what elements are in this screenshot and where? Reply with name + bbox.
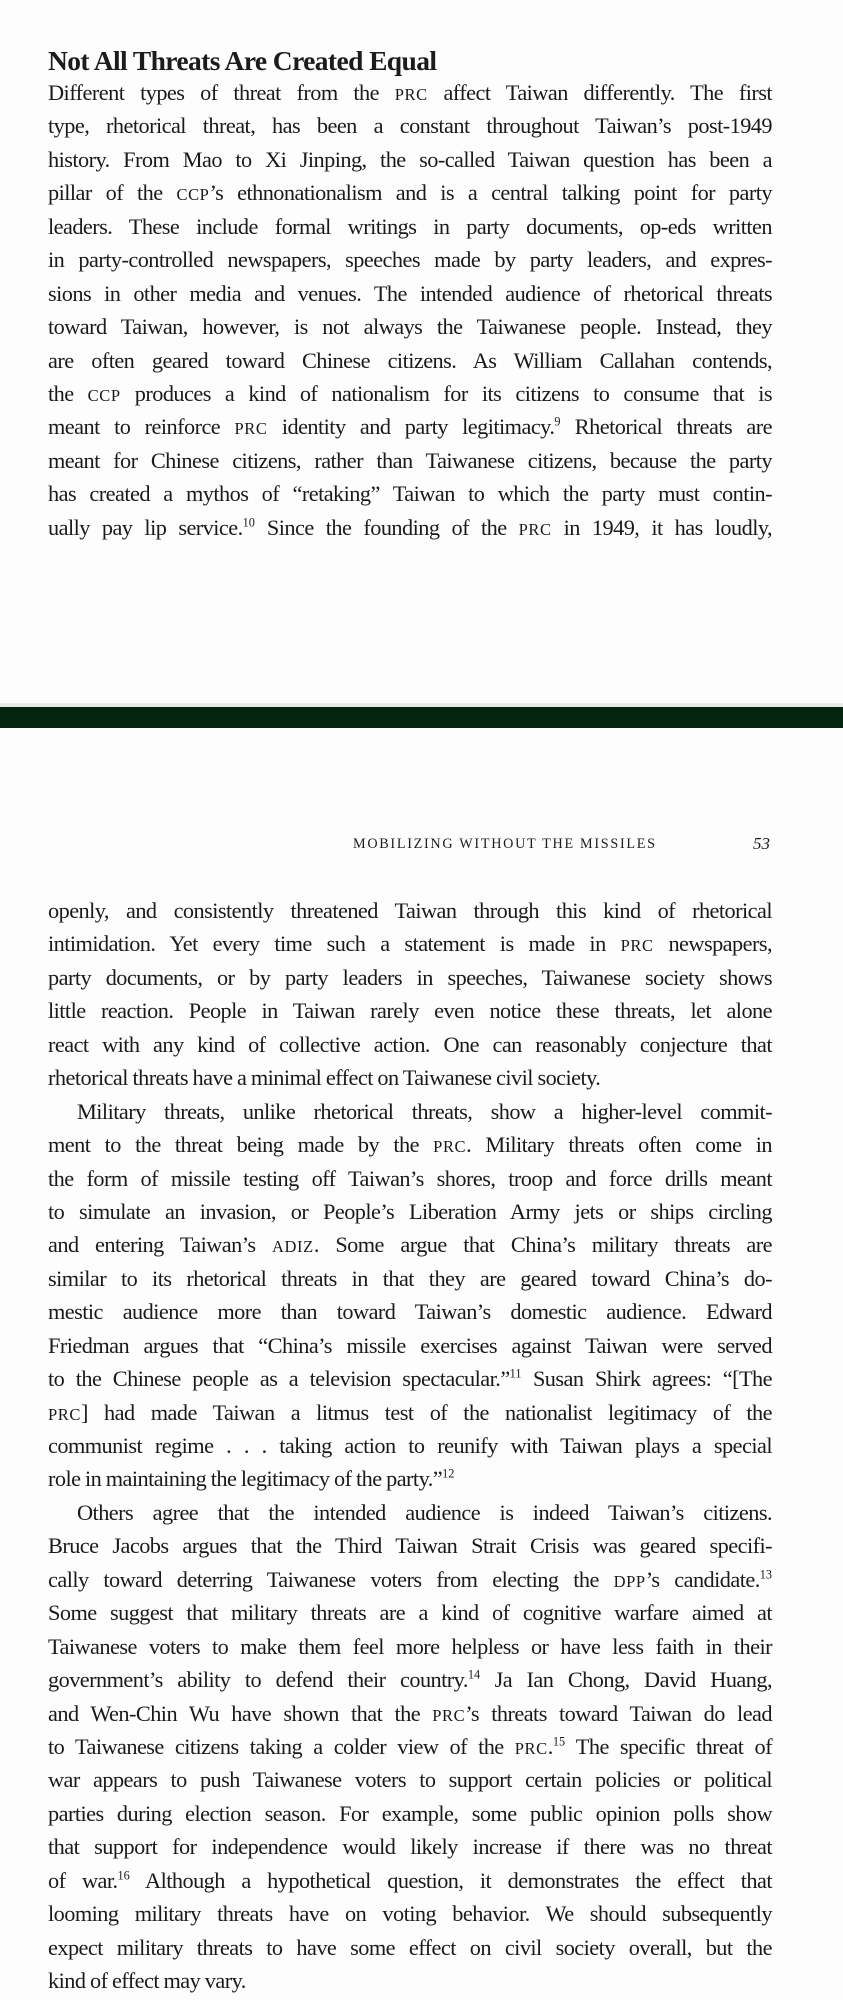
text-run: Bruce Jacobs argues that the Third Taiwan Strait Crisis was geared specifi- — [48, 1533, 772, 1559]
text-line — [48, 1730, 772, 1763]
page-top — [0, 0, 843, 707]
acronym: CCP — [176, 185, 210, 205]
text-run: ’s ethnonationalism and is a central talking point for party — [209, 180, 772, 206]
text-run: pillar of the — [48, 180, 177, 206]
text-line — [48, 1462, 772, 1495]
text-line — [48, 1964, 772, 1997]
text-line — [48, 1061, 772, 1094]
text-line — [48, 410, 772, 443]
acronym: PRC — [433, 1137, 467, 1157]
text-run: ] had made Taiwan a litmus test of the nationalist legitimacy of the — [81, 1399, 772, 1425]
text-run: Different types of threat from the — [48, 80, 395, 105]
text-run: little reaction. People in Taiwan rarely even notice these threats, let alone — [48, 998, 772, 1024]
text-run: the form of missile testing off Taiwan’s shores, troop and force drills meant — [48, 1165, 772, 1191]
text-run: ’s threats toward Taiwan do lead — [465, 1700, 772, 1726]
text-run: are often geared toward Chinese citizens. As William Callahan contends, — [48, 347, 772, 373]
text-line — [48, 1162, 772, 1195]
text-run: communist regime . . . taking action to reunify with Taiwan plays a special — [48, 1433, 772, 1458]
text-run: Military threats, unlike rhetorical threats, show a higher-level commit- — [77, 1098, 772, 1124]
text-line — [48, 1663, 772, 1696]
text-line — [48, 210, 772, 243]
text-line — [48, 1630, 772, 1663]
text-run: that support for independence would likely increase if there was no threat — [48, 1834, 772, 1860]
text-run: parties during election season. For example, some public opinion polls show — [48, 1800, 772, 1826]
text-run: The specific threat of — [565, 1733, 772, 1759]
text-run: ment to the threat being made by the — [48, 1132, 434, 1158]
footnote-ref: 14 — [467, 1667, 481, 1682]
text-line — [48, 143, 772, 176]
running-head: MOBILIZING WITHOUT THE MISSILES — [353, 836, 657, 852]
text-run: produces a kind of nationalism for its citizens to consume that is — [120, 380, 772, 406]
text-run: toward Taiwan, however, is not always the Taiwanese people. Instead, they — [48, 314, 772, 340]
acronym: PRC — [514, 1738, 548, 1758]
acronym: PRC — [394, 85, 428, 104]
acronym: DPP — [613, 1571, 646, 1591]
text-line — [48, 1329, 772, 1362]
text-run: party documents, or by party leaders in speeches, Taiwanese society shows — [48, 964, 772, 990]
text-run: mestic audience more than toward Taiwan’s domestic audience. Edward — [48, 1299, 772, 1325]
text-line — [48, 1830, 772, 1863]
text-run: of war. — [48, 1867, 118, 1893]
body-text-bottom — [48, 894, 772, 1997]
text-line — [48, 377, 772, 410]
text-line — [48, 1362, 772, 1395]
footnote-ref: 13 — [759, 1567, 772, 1582]
page-bottom — [0, 728, 843, 2000]
text-run: similar to its rhetorical threats in that they are geared toward China’s do- — [48, 1265, 772, 1291]
text-line — [48, 994, 772, 1027]
text-line — [48, 277, 772, 310]
section-heading: Not All Threats Are Created Equal — [48, 44, 437, 76]
text-line — [48, 511, 772, 544]
text-run: to Taiwanese citizens taking a colder view of the — [48, 1733, 515, 1759]
text-run: history. From Mao to Xi Jinping, the so-called Taiwan question has been a — [48, 146, 772, 172]
text-run: war appears to push Taiwanese voters to support certain policies or political — [48, 1767, 772, 1793]
acronym: PRC — [620, 936, 654, 956]
text-run: meant to reinforce — [48, 414, 235, 440]
text-line — [48, 1429, 772, 1462]
text-run: looming military threats have on voting behavior. We should subsequently — [48, 1901, 772, 1927]
text-line — [48, 1128, 772, 1161]
text-line — [48, 344, 772, 377]
text-line — [48, 76, 772, 109]
text-run: newspapers, — [653, 931, 772, 957]
text-run: and Wen-Chin Wu have shown that the — [48, 1700, 433, 1726]
footnote-ref: 11 — [509, 1366, 522, 1381]
text-run: rhetorical threats have a minimal effect on Taiwanese civil society. — [48, 1065, 601, 1091]
text-run: in party-controlled newspapers, speeches made by party leaders, and expres- — [48, 247, 772, 273]
text-run: has created a mythos of “retaking” Taiwan to which the party must contin- — [48, 481, 772, 507]
page-separator-band — [0, 707, 843, 728]
acronym: PRC — [432, 1705, 466, 1725]
page-number: 53 — [753, 834, 770, 853]
text-run: meant for Chinese citizens, rather than Taiwanese citizens, because the party — [48, 447, 772, 473]
text-run: . — [547, 1733, 553, 1759]
text-line — [48, 1697, 772, 1730]
text-line — [48, 961, 772, 994]
text-line — [48, 1028, 772, 1061]
text-run: leaders. These include formal writings in party documents, op-eds written — [48, 213, 772, 239]
acronym: PRC — [518, 519, 552, 539]
text-run: Rhetorical threats are — [560, 414, 772, 440]
text-line — [48, 310, 772, 343]
text-run: to the Chinese people as a television spectacular.” — [48, 1366, 510, 1392]
text-line — [48, 1195, 772, 1228]
text-run: cally toward deterring Taiwanese voters from electing the — [48, 1566, 614, 1592]
text-run: role in maintaining the legitimacy of the party.” — [48, 1466, 443, 1492]
text-line — [48, 444, 772, 477]
footnote-ref: 15 — [552, 1734, 566, 1749]
text-line — [48, 176, 772, 209]
text-line — [48, 1262, 772, 1295]
footnote-ref: 10 — [242, 515, 255, 530]
text-run: Ja Ian Chong, David Huang, — [480, 1667, 772, 1693]
text-line — [48, 1228, 772, 1261]
text-run: react with any kind of collective action. One can reasonably conjecture that — [48, 1031, 772, 1057]
text-run: Since the founding of the — [254, 514, 519, 540]
acronym: PRC — [234, 419, 268, 439]
acronym: CCP — [87, 385, 121, 405]
text-line — [48, 927, 772, 960]
text-line — [48, 1797, 772, 1830]
text-run: type, rhetorical threat, has been a constant throughout Taiwan’s post-1949 — [48, 113, 772, 139]
text-line — [48, 1931, 772, 1964]
text-run: Others agree that the intended audience is indeed Taiwan’s citizens. — [77, 1499, 772, 1525]
body-text-top — [48, 76, 772, 544]
text-run: . Military threats often come in — [466, 1132, 772, 1158]
text-line — [48, 1396, 772, 1429]
text-run: ’s candidate. — [645, 1566, 760, 1592]
text-run: kind of effect may vary. — [48, 1968, 246, 1993]
text-line — [48, 1864, 772, 1897]
text-run: Some suggest that military threats are a kind of cognitive warfare aimed at — [48, 1600, 772, 1626]
text-run: . Some argue that China’s military threats are — [313, 1232, 772, 1258]
text-run: Taiwanese voters to make them feel more helpless or have less faith in their — [48, 1633, 772, 1659]
text-line — [48, 894, 772, 927]
text-run: intimidation. Yet every time such a statement is made in — [48, 931, 621, 957]
text-line — [48, 1095, 772, 1128]
text-run: Susan Shirk agrees: “[The — [521, 1366, 772, 1392]
text-run: identity and party legitimacy. — [267, 414, 555, 440]
text-line — [48, 1295, 772, 1328]
footnote-ref: 9 — [554, 414, 561, 429]
footnote-ref: 16 — [117, 1868, 130, 1883]
text-line — [48, 1529, 772, 1562]
text-run: the — [48, 380, 88, 406]
text-run: sions in other media and venues. The intended audience of rhetorical threats — [48, 280, 772, 306]
text-run: in 1949, it has loudly, — [551, 514, 773, 540]
text-run: openly, and consistently threatened Taiwan through this kind of rhetorical — [48, 898, 772, 923]
text-line — [48, 1897, 772, 1930]
text-run: government’s ability to defend their country. — [48, 1667, 468, 1693]
footnote-ref: 12 — [442, 1466, 455, 1481]
text-line — [48, 1496, 772, 1529]
text-run: expect military threats to have some effect on civil society overall, but the — [48, 1934, 772, 1960]
text-line — [48, 109, 772, 142]
text-line — [48, 1563, 772, 1596]
text-run: and entering Taiwan’s — [48, 1232, 272, 1258]
text-line — [48, 1596, 772, 1629]
text-run: ually pay lip service. — [48, 514, 243, 540]
acronym: ADIZ — [272, 1237, 314, 1257]
text-line — [48, 1763, 772, 1796]
text-run: Although a hypothetical question, it demonstrates the effect that — [129, 1867, 772, 1893]
text-run: to simulate an invasion, or People’s Liberation Army jets or ships circling — [48, 1198, 772, 1224]
text-line — [48, 477, 772, 510]
acronym: PRC — [48, 1404, 81, 1424]
text-line — [48, 243, 772, 276]
text-run: Friedman argues that “China’s missile exercises against Taiwan were served — [48, 1332, 772, 1358]
text-run: affect Taiwan differently. The first — [427, 80, 772, 105]
